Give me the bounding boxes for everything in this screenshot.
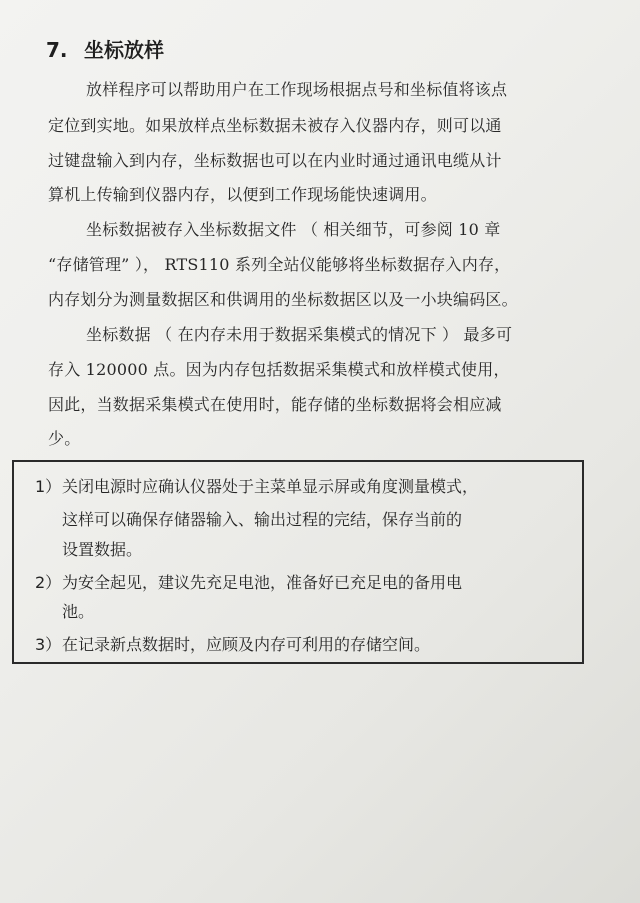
section-title: 坐标放样 [84, 38, 164, 62]
paragraph-3-line-1: 坐标数据 （ 在内存未用于数据采集模式的情况下 ） 最多可 [86, 325, 513, 344]
paragraph-1-line-2: 定位到实地。如果放样点坐标数据未被存入仪器内存，则可以通 [48, 116, 502, 135]
paragraph-3-line-2: 存入 120000 点。因为内存包括数据采集模式和放样模式使用， [48, 360, 510, 379]
note-3-number: 3） [35, 635, 62, 654]
paragraph-2-line-1: 坐标数据被存入坐标数据文件 （ 相关细节，可参阅 10 章 [86, 220, 501, 239]
section-number: 7. [46, 38, 68, 62]
note-1-line-3: 设置数据。 [62, 540, 143, 559]
paragraph-1-line-3: 过键盘输入到内存，坐标数据也可以在内业时通过通讯电缆从计 [48, 151, 502, 170]
note-1-number: 1） [35, 477, 62, 496]
note-2-line-1: 为安全起见，建议先充足电池，准备好已充足电的备用电 [62, 573, 463, 592]
paragraph-3-line-4: 少。 [48, 429, 81, 448]
paragraph-2-line-2: “存储管理” ）， RTS110 系列全站仪能够将坐标数据存入内存， [48, 255, 511, 274]
paragraph-1-line-1: 放样程序可以帮助用户在工作现场根据点号和坐标值将该点 [86, 80, 508, 99]
notes-box [12, 460, 584, 664]
paragraph-2-line-3: 内存划分为测量数据区和供调用的坐标数据区以及一小块编码区。 [48, 290, 518, 309]
note-2-number: 2） [35, 573, 62, 592]
note-3-line-1: 在记录新点数据时，应顾及内存可利用的存储空间。 [62, 635, 431, 654]
paragraph-3-line-3: 因此，当数据采集模式在使用时，能存储的坐标数据将会相应减 [48, 395, 502, 414]
paragraph-1-line-4: 算机上传输到仪器内存，以便到工作现场能快速调用。 [48, 185, 437, 204]
note-2-line-2: 池。 [62, 602, 95, 621]
note-1-line-1: 关闭电源时应确认仪器处于主菜单显示屏或角度测量模式， [62, 477, 479, 496]
note-1-line-2: 这样可以确保存储器输入、输出过程的完结，保存当前的 [62, 510, 463, 529]
